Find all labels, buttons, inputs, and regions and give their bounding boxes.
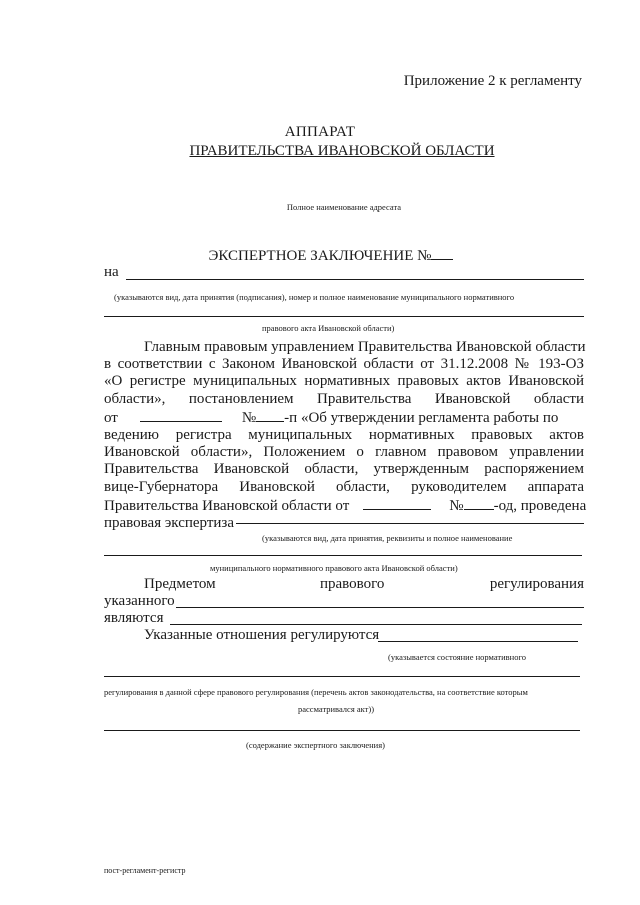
expertise-line xyxy=(236,523,584,524)
body-line: Правительства Ивановской области, утвержденным распоряжением xyxy=(104,461,584,478)
subject-line3: являются xyxy=(104,610,164,626)
relations-label: Указанные отношения регулируются xyxy=(144,627,380,643)
addressee-label: Полное наименование адресата xyxy=(286,202,402,212)
act-name-line xyxy=(126,279,584,280)
body-line: правовая экспертиза xyxy=(104,515,235,532)
body-text: № xyxy=(449,497,464,514)
expertise-line-2 xyxy=(104,555,582,556)
content-blank xyxy=(104,730,580,731)
expertise-note-line2: муниципального нормативного правового акта Ивановской области) xyxy=(210,563,458,573)
subject-blank-2 xyxy=(170,624,582,625)
body-text: -од, проведена xyxy=(493,497,587,514)
org-name-line2: ПРАВИТЕЛЬСТВА ИВАНОВСКОЙ ОБЛАСТИ xyxy=(189,143,495,159)
body-text: от xyxy=(104,409,118,426)
title-number-blank xyxy=(431,245,453,260)
subject-word3: регулирования xyxy=(489,576,584,592)
footer-filename: пост-регламент-регистр xyxy=(104,866,186,875)
body-line-with-blanks xyxy=(104,496,587,515)
act-note-line1: (указываются вид, дата принятия (подписания), номер и полное наименование муниципального нормативного xyxy=(114,292,515,302)
body-text: Правительства Ивановской области от xyxy=(104,497,350,514)
state-note-line2: регулирования в данной сфере правового регулирования (перечень актов законодательства, на соответствие которым xyxy=(104,687,528,697)
body-line: «О регистре муниципальных нормативных правовых актов Ивановской xyxy=(104,373,584,390)
act-name-line-2 xyxy=(104,316,584,317)
act-note-line2: правового акта Ивановской области) xyxy=(262,323,395,333)
body-line: ведению регистра муниципальных нормативных правовых актов xyxy=(104,427,584,444)
date-blank xyxy=(363,496,431,510)
subject-blank-1 xyxy=(176,607,584,608)
body-line: области», постановлением Правительства Ивановской области xyxy=(104,390,584,407)
number-blank xyxy=(256,408,284,422)
number-blank xyxy=(464,496,494,510)
title-text: ЭКСПЕРТНОЕ ЗАКЛЮЧЕНИЕ № xyxy=(208,248,432,264)
state-note-line1: (указывается состояние нормативного xyxy=(388,652,526,662)
body-line: Главным правовым управлением Правительства Ивановской области xyxy=(144,339,586,355)
subject-word2: правового xyxy=(320,576,385,592)
document-title xyxy=(0,245,640,265)
subject-word1: Предметом xyxy=(144,576,216,592)
state-note-line3: рассматривался акт)) xyxy=(298,704,375,714)
body-line: вице-Губернатора Ивановской области, руководителем аппарата xyxy=(104,478,584,495)
body-line: Ивановской области», Положением о главном правовом управлении xyxy=(104,444,584,461)
state-blank xyxy=(104,676,580,677)
on-label: на xyxy=(104,264,119,280)
appendix-label: Приложение 2 к регламенту xyxy=(403,73,582,89)
subject-line2: указанного xyxy=(104,593,175,609)
relations-blank xyxy=(378,641,578,642)
date-blank xyxy=(140,408,222,422)
body-line: в соответствии с Законом Ивановской области от 31.12.2008 № 193-ОЗ xyxy=(104,356,584,373)
expertise-note-line1: (указываются вид, дата принятия, реквизиты и полное наименование xyxy=(262,533,513,543)
content-note: (содержание экспертного заключения) xyxy=(246,740,385,750)
body-line-with-blanks xyxy=(104,408,584,427)
main-paragraph xyxy=(104,339,587,532)
body-text: № xyxy=(241,409,257,426)
body-text: -п «Об утверждении регламента работы по xyxy=(284,409,559,426)
org-name-line1: АППАРАТ xyxy=(284,124,356,140)
